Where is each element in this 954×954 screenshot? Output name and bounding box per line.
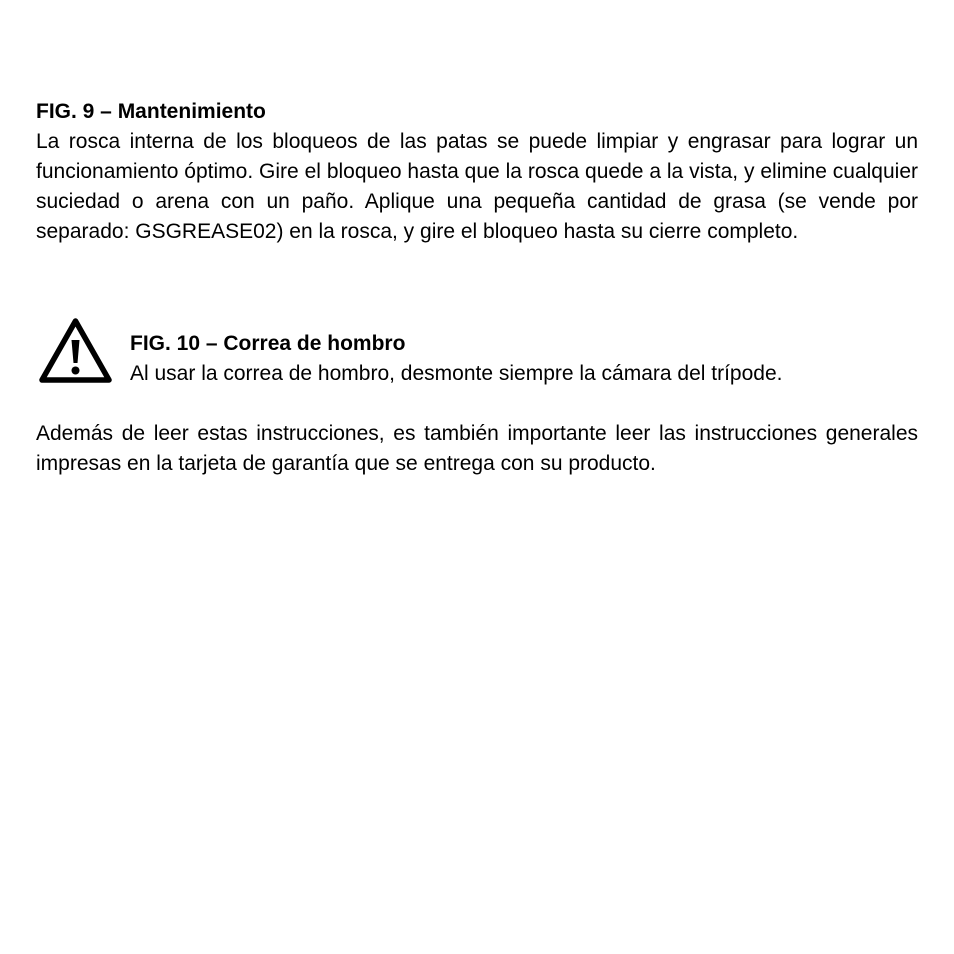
fig9-body: La rosca interna de los bloqueos de las patas se puede limpiar y engrasar para lograr un funcionamiento óptimo. Gire el bloqueo hasta que la rosca quede a la vista, y elimine cualquier suciedad o arena con un paño. Aplique una pequeña cantidad de grasa (se vende por separado: GSGREASE02) en la rosca, y gire el bloqueo hasta su cierre completo.: [36, 130, 918, 243]
fig10-body: Al usar la correa de hombro, desmonte siempre la cámara del trípode.: [130, 362, 783, 385]
fig10-section: [130, 329, 930, 389]
fig9-section: [36, 97, 918, 247]
closing-body: Además de leer estas instrucciones, es también importante leer las instrucciones generales impresas en la tarjeta de garantía que se entrega con su producto.: [36, 422, 918, 475]
warning-triangle-icon: [38, 316, 113, 384]
fig9-heading: FIG. 9 – Mantenimiento: [36, 100, 266, 123]
closing-section: [36, 419, 918, 479]
fig10-heading: FIG. 10 – Correa de hombro: [130, 332, 406, 355]
